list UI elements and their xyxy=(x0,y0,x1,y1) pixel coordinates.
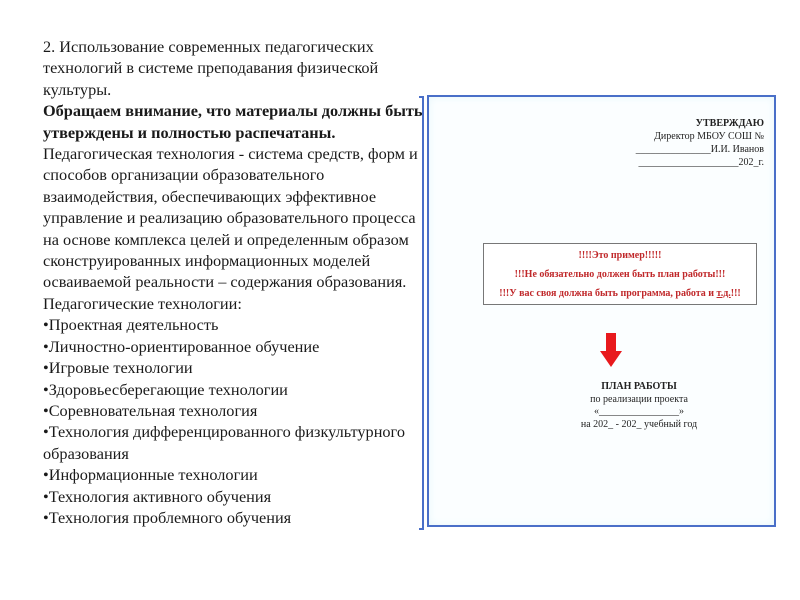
list-item: •Игровые технологии xyxy=(43,358,193,378)
approval-date: ____________________202_г. xyxy=(638,157,764,168)
list-item: •Проектная деятельность xyxy=(43,315,219,335)
slide-text-column xyxy=(43,36,423,528)
list-item: •Технология активного обучения xyxy=(43,486,272,506)
list-item: •Личностно-ориентированное обучение xyxy=(43,336,320,356)
approval-title: УТВЕРЖДАЮ xyxy=(695,118,764,129)
approval-director: Директор МБОУ СОШ № xyxy=(654,131,764,142)
plan-project-name: «________________» xyxy=(594,406,684,417)
arrow-down-icon xyxy=(600,333,622,367)
approval-block xyxy=(636,117,764,169)
list-item: •Информационные технологии xyxy=(43,465,258,485)
list-item: •Технология дифференцированного физкультурного образования xyxy=(43,422,405,463)
list-item: •Здоровьесберегающие технологии xyxy=(43,379,288,399)
example-notice-box xyxy=(483,243,757,305)
definition-paragraph: Педагогическая технология - система средств, форм и способов организации образовательного взаимодействия, обеспечивающих эффективное управление и реализацию образовательного процесса на основе комплекса целей и определенным образом сконструированных информационных моделей осваиваемой реальности – содержания образования. xyxy=(43,144,418,292)
section-heading: 2. Использование современных педагогических технологий в системе преподавания физической культуры. xyxy=(43,37,379,99)
notice-line-3: !!!У вас своя должна быть программа, работа и т.д.!!! xyxy=(499,288,741,299)
approval-signature: _______________И.И. Иванов xyxy=(635,144,764,155)
technology-list xyxy=(43,314,423,528)
bold-note: Обращаем внимание, что материалы должны быть утверждены и полностью распечатаны. xyxy=(43,101,423,142)
page-shadow-bracket xyxy=(419,96,424,530)
plan-year: на 202_ - 202_ учебный год xyxy=(580,418,698,430)
notice-line-2: !!!Не обязательно должен быть план работы!!! xyxy=(514,269,726,280)
plan-title-block xyxy=(539,381,739,431)
plan-subtitle: по реализации проекта xyxy=(590,393,688,405)
list-item: •Технология проблемного обучения xyxy=(43,507,292,527)
list-item: •Соревновательная технология xyxy=(43,400,258,420)
list-title: Педагогические технологии: xyxy=(43,293,242,313)
document-example-image xyxy=(427,95,776,527)
plan-title: ПЛАН РАБОТЫ xyxy=(601,381,677,392)
notice-line-1: !!!!Это пример!!!!! xyxy=(578,250,662,261)
